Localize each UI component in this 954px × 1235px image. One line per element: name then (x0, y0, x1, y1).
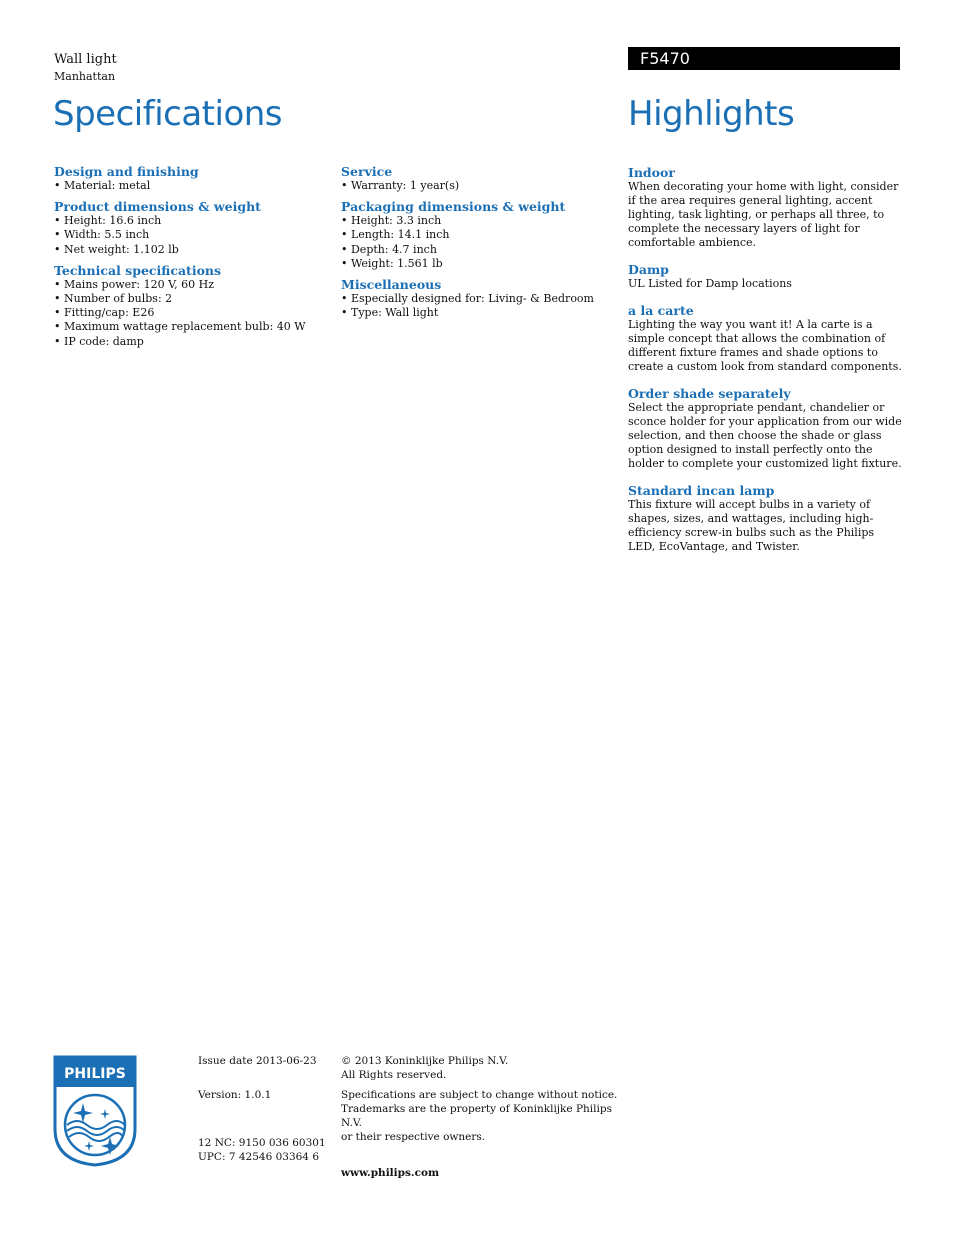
highlight-title: Order shade separately (628, 386, 791, 401)
spec-item: • Depth: 4.7 inch (341, 242, 437, 256)
highlight (628, 386, 902, 471)
highlight-text: This fixture will accept bulbs in a variety of shapes, sizes, and wattages, including high-efficiency screw-in bulbs such as the Philips LED, EcoVantage, and Twister. (628, 498, 875, 553)
specifications-title: Specifications (53, 94, 283, 134)
highlight-title: Standard incan lamp (628, 483, 775, 498)
spec-section (341, 164, 611, 193)
notice-line: Trademarks are the property of Koninklijke Philips N.V. (341, 1103, 612, 1129)
highlight (628, 303, 902, 374)
highlight (628, 165, 902, 250)
footer-legal (341, 1054, 621, 1180)
product-type: Wall light (54, 52, 117, 67)
shield-icon (53, 1055, 137, 1167)
product-name: Manhattan (54, 70, 116, 83)
highlight-text: Lighting the way you want it! A la carte is a simple concept that allows the combination of different fixture frames and shade options to create a custom look from standard components. (628, 318, 902, 373)
spec-item: • Fitting/cap: E26 (54, 306, 155, 320)
rights: All Rights reserved. (341, 1069, 447, 1081)
specs-column-middle (341, 164, 611, 326)
highlights-column (628, 165, 902, 566)
highlight (628, 262, 902, 291)
spec-item: • Type: Wall light (341, 306, 439, 320)
spec-section (341, 199, 611, 271)
model-number-bar: F5470 (628, 47, 900, 70)
spec-section-title: Packaging dimensions & weight (341, 199, 566, 215)
copyright: © 2013 Koninklijke Philips N.V. (341, 1055, 509, 1067)
spec-section-title: Design and finishing (54, 164, 199, 179)
spec-item: • Height: 16.6 inch (54, 214, 162, 228)
spec-section-title: Service (341, 164, 393, 179)
specs-column-left (54, 164, 324, 355)
notice-line: Specifications are subject to change without notice. (341, 1089, 618, 1101)
spec-item: • Especially designed for: Living- & Bedroom (341, 292, 594, 306)
issue-date: Issue date 2013-06-23 (198, 1055, 317, 1067)
highlight-text: UL Listed for Damp locations (628, 277, 792, 290)
spec-item: • Warranty: 1 year(s) (341, 179, 460, 192)
spec-section-title: Technical specifications (54, 262, 222, 278)
spec-item: • Net weight: 1.102 lb (54, 242, 179, 256)
website-link[interactable]: www.philips.com (341, 1167, 440, 1179)
highlight-title: a la carte (628, 303, 694, 318)
highlight-title: Indoor (628, 165, 675, 180)
spec-item: • Height: 3.3 inch (341, 214, 442, 228)
spec-item: • Length: 14.1 inch (341, 228, 450, 242)
highlight (628, 483, 902, 554)
highlights-title: Highlights (628, 94, 795, 134)
spec-item: • IP code: damp (54, 334, 144, 348)
spec-section (54, 164, 324, 193)
highlight-text: Select the appropriate pendant, chandelier or sconce holder for your application from our wide selection, and then choose the shade or glass option designed to install perfectly onto the holder to complete your customized light fixture. (628, 401, 902, 470)
notice-line: or their respective owners. (341, 1131, 486, 1143)
spec-item: • Maximum wattage replacement bulb: 40 W (54, 320, 306, 334)
spec-item: • Material: metal (54, 179, 151, 192)
spec-item: • Mains power: 120 V, 60 Hz (54, 277, 214, 291)
spec-section (341, 277, 611, 320)
footer-issue-info (198, 1054, 326, 1164)
spec-item: • Number of bulbs: 2 (54, 292, 173, 306)
logo-wordmark: PHILIPS (64, 1066, 126, 1082)
spec-section-title: Miscellaneous (341, 277, 442, 293)
spec-section-title: Product dimensions & weight (54, 199, 261, 215)
highlight-title: Damp (628, 262, 669, 277)
spec-item: • Weight: 1.561 lb (341, 256, 443, 270)
philips-shield-logo (53, 1055, 137, 1167)
nc-code: 12 NC: 9150 036 60301 (198, 1137, 326, 1149)
spec-section (54, 199, 324, 257)
version: Version: 1.0.1 (198, 1089, 272, 1101)
highlight-text: When decorating your home with light, consider if the area requires general lighting, accent lighting, task lighting, or perhaps all three, to complete the necessary layers of light for comfortable ambience. (628, 180, 899, 249)
spec-section (54, 263, 324, 349)
spec-item: • Width: 5.5 inch (54, 228, 150, 242)
upc-code: UPC: 7 42546 03364 6 (198, 1151, 320, 1163)
